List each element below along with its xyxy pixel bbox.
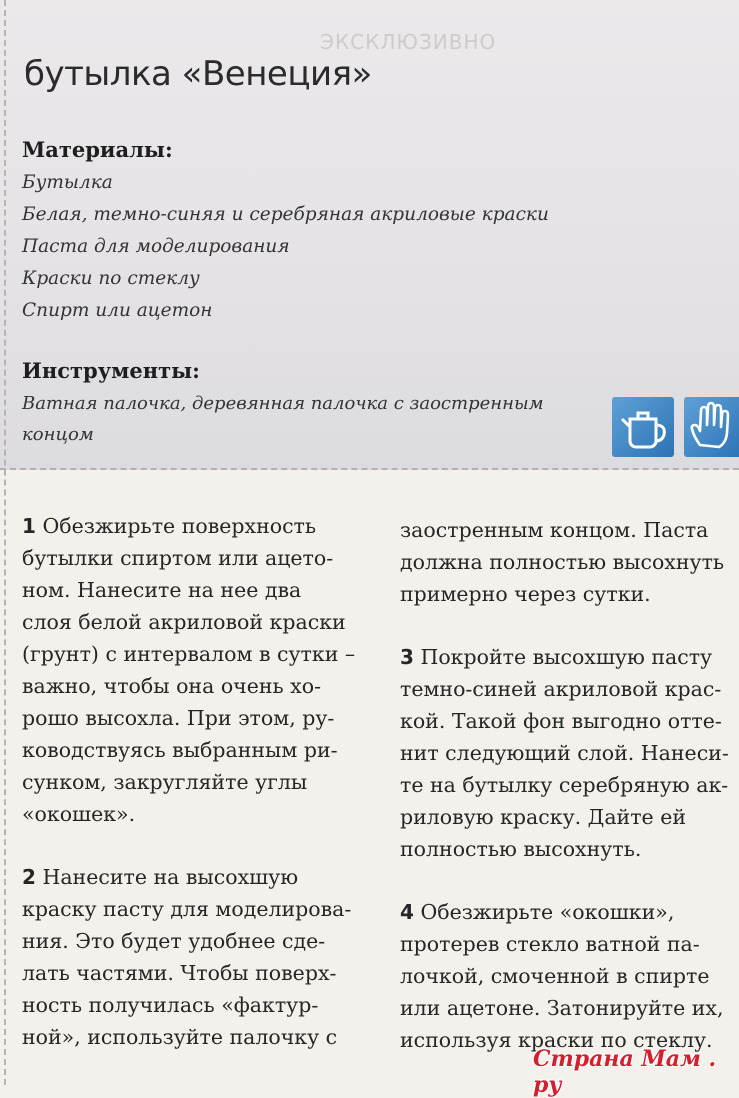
text-line: краску пасту для моделирова-	[22, 897, 352, 921]
text-line: Обезжирьте поверхность	[42, 514, 317, 538]
list-item: Спирт или ацетон	[22, 300, 213, 321]
step-3	[400, 641, 739, 865]
step-number: 4	[400, 900, 414, 924]
text-line: ном. Нанесите на нее два	[22, 578, 302, 602]
text-line: риловую краску. Дайте ей	[400, 805, 686, 829]
text-line: слоя белой акриловой краски	[22, 610, 346, 634]
step-1	[22, 510, 377, 830]
text-line: Нанесите на высохшую	[42, 865, 299, 889]
text-line: или ацетоне. Затонируйте их,	[400, 996, 724, 1020]
tools-text	[22, 388, 592, 450]
text-line: заостренным концом. Паста	[400, 518, 709, 542]
text-line: Покройте высохшую пасту	[420, 645, 713, 669]
text-line: важно, чтобы она очень хо-	[22, 674, 322, 698]
text-line: примерно через сутки.	[400, 582, 651, 606]
left-column	[22, 510, 377, 1084]
step-number: 2	[22, 865, 36, 889]
text-line: ководствуясь выбранным ри-	[22, 738, 338, 762]
right-column	[400, 514, 739, 1087]
ghost-heading: ЭКСКЛЮЗИВНО	[320, 30, 497, 54]
text-line: сунком, закругляйте углы	[22, 770, 308, 794]
left-dashed-rule	[4, 0, 6, 1085]
text-line: должна полностью высохнуть	[400, 550, 725, 574]
tools-heading: Инструменты:	[22, 358, 200, 383]
panel-dashed-rule	[0, 468, 739, 470]
page-title: бутылка «Венеция»	[24, 54, 372, 94]
text-line: те на бутылку серебряную ак-	[400, 773, 729, 797]
teapot-icon	[612, 397, 674, 457]
text-line: ной», используйте палочку с	[22, 1025, 338, 1049]
text-line: Ватная палочка, деревянная палочка с заостренным	[22, 393, 544, 414]
list-item: Паста для моделирования	[22, 236, 290, 257]
text-line: лочкой, смоченной в спирте	[400, 964, 710, 988]
text-line: лать частями. Чтобы поверх-	[22, 961, 337, 985]
step-4	[400, 896, 739, 1056]
step-2-continued	[400, 514, 739, 610]
step-number: 3	[400, 645, 414, 669]
site-watermark: Страна Мам . ру	[533, 1046, 717, 1098]
text-line: бутылки спиртом или ацето-	[22, 546, 334, 570]
text-line: (грунт) с интервалом в сутки –	[22, 642, 356, 666]
hand-icon	[684, 397, 739, 457]
text-line: Обезжирьте «окошки»,	[420, 900, 675, 924]
text-line: протерев стекло ватной па-	[400, 932, 700, 956]
text-line: концом	[22, 424, 94, 445]
text-line: рошо высохла. При этом, ру-	[22, 706, 335, 730]
text-line: нит следующий слой. Нанеси-	[400, 741, 729, 765]
text-line: используя краски по стеклу.	[400, 1028, 713, 1052]
materials-heading: Материалы:	[22, 137, 173, 162]
step-number: 1	[22, 514, 36, 538]
materials-list	[22, 167, 549, 327]
list-item: Белая, темно-синяя и серебряная акриловые краски	[22, 204, 549, 225]
list-item: Бутылка	[22, 172, 113, 193]
step-2	[22, 861, 377, 1053]
text-line: «окошек».	[22, 802, 136, 826]
text-line: кой. Такой фон выгодно отте-	[400, 709, 722, 733]
text-line: ния. Это будет удобнее сде-	[22, 929, 326, 953]
text-line: темно-синей акриловой крас-	[400, 677, 722, 701]
text-line: ность получилась «фактур-	[22, 993, 319, 1017]
text-line: полностью высохнуть.	[400, 837, 642, 861]
list-item: Краски по стеклу	[22, 268, 200, 289]
